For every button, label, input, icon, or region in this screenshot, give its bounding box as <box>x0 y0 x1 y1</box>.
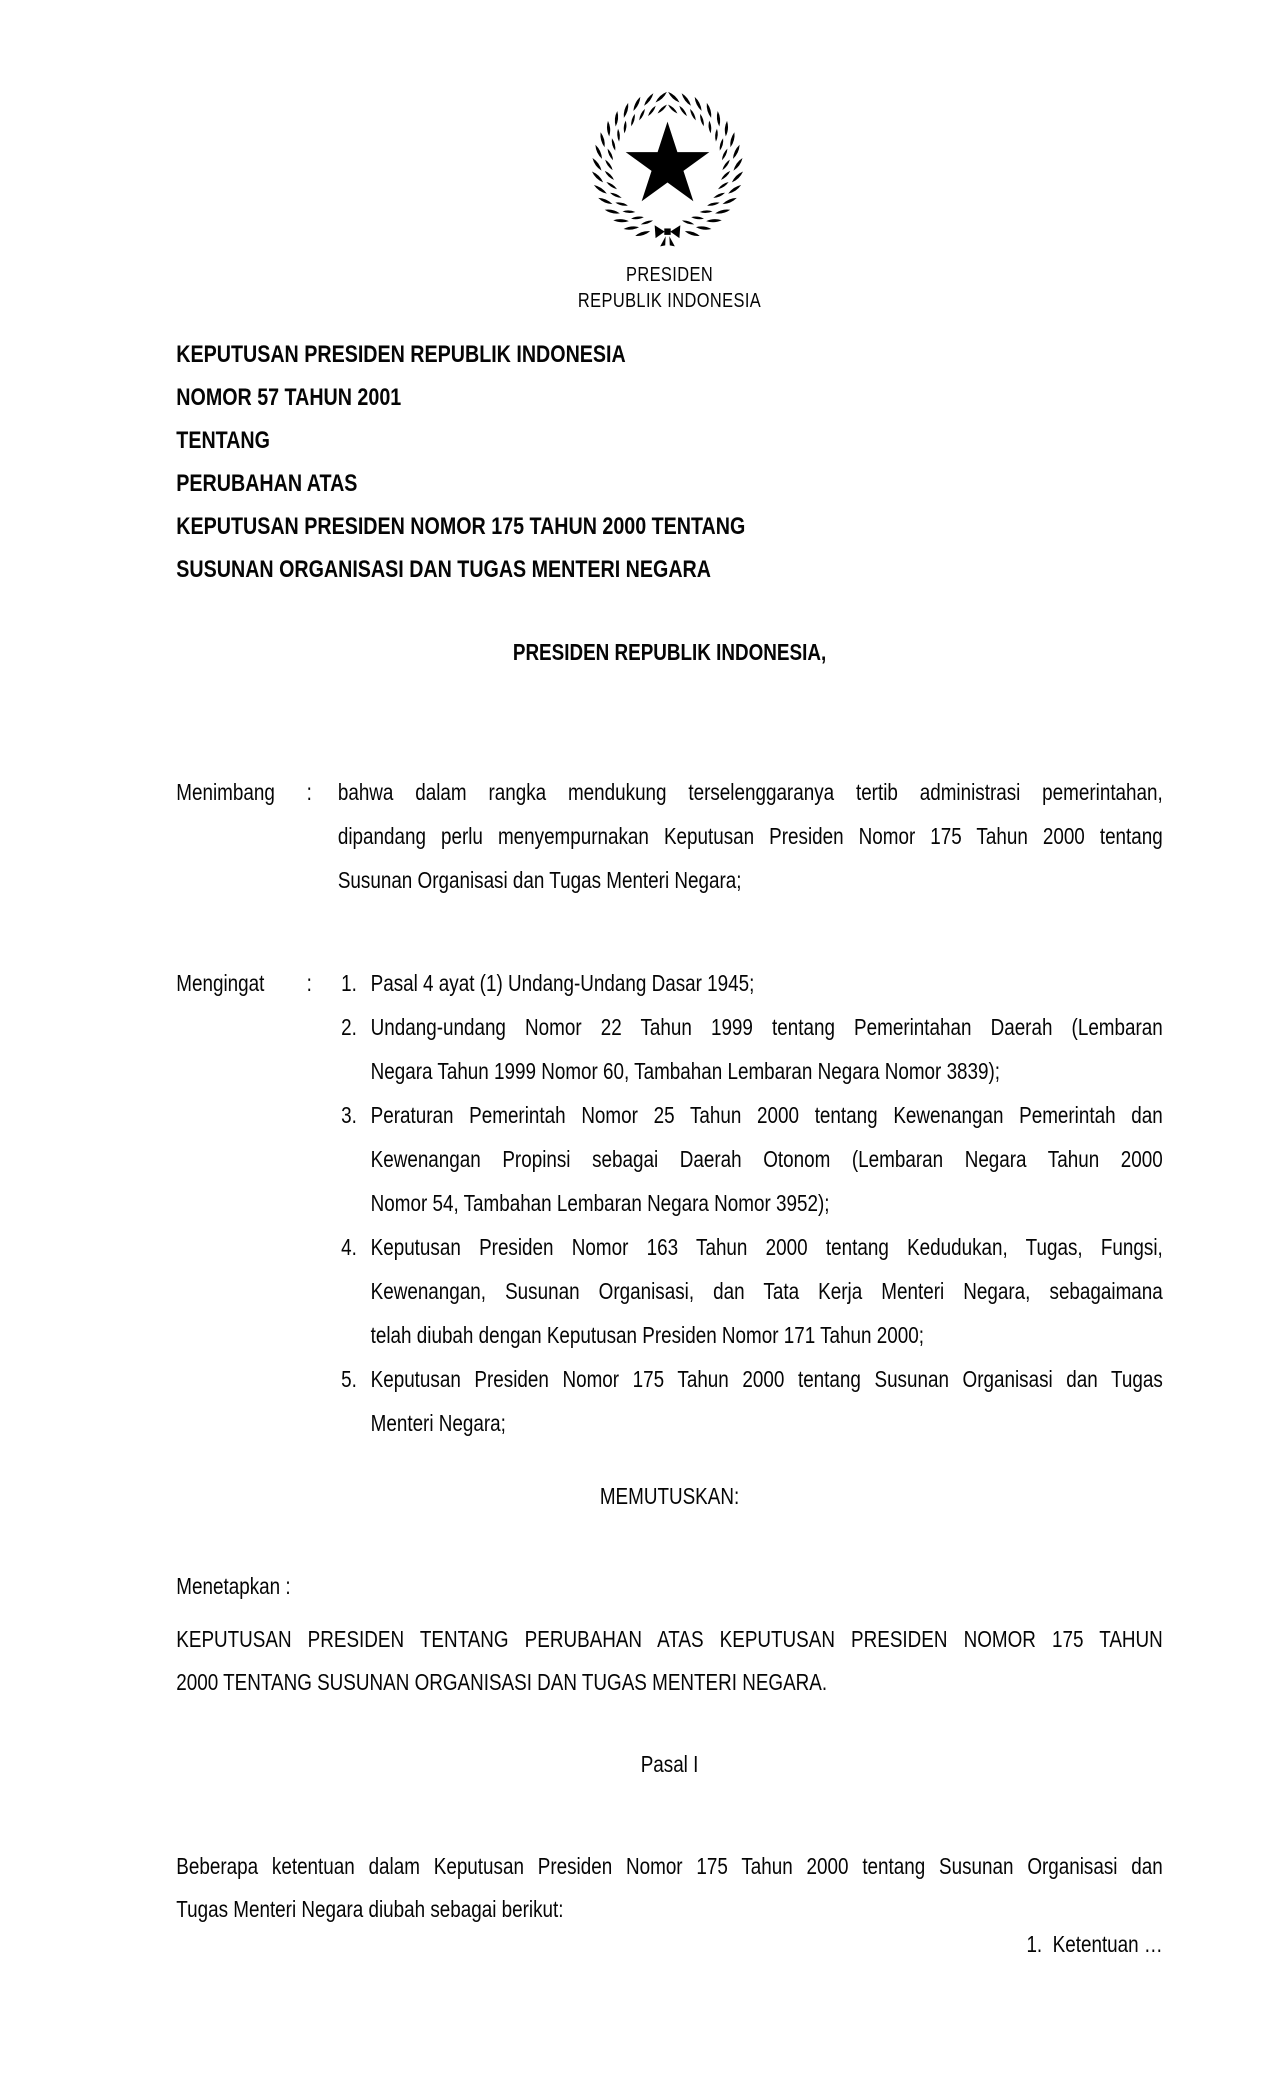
text-line: Beberapa ketentuan dalam Keputusan Presiden Nomor 175 Tahun 2000 tentang Susunan Organisasi dan <box>176 1853 1163 1879</box>
menimbang-text <box>338 770 1163 902</box>
mengingat-list <box>341 961 1163 1445</box>
text-line: Peraturan Pemerintah Nomor 25 Tahun 2000 tentang Kewenangan Pemerintah dan <box>370 1102 1163 1128</box>
mengingat-colon: : <box>306 970 312 996</box>
menimbang-colon: : <box>306 779 312 805</box>
text-line: SUSUNAN ORGANISASI DAN TUGAS MENTERI NEGARA <box>176 556 711 583</box>
decree-title <box>176 333 1162 591</box>
memutuskan-heading: MEMUTUSKAN: <box>599 1483 740 1509</box>
item-text <box>371 1225 1163 1357</box>
mengingat-item <box>341 1357 1163 1445</box>
menetapkan-label: Menetapkan : <box>176 1573 291 1599</box>
text-line: KEPUTUSAN PRESIDEN TENTANG PERUBAHAN ATAS KEPUTUSAN PRESIDEN NOMOR 175 TAHUN <box>176 1626 1163 1652</box>
item-text <box>371 1357 1163 1445</box>
letterhead <box>176 262 1162 314</box>
text-line: TENTANG <box>176 427 270 454</box>
item-number: 2. <box>341 1014 357 1040</box>
text-line: Kewenangan Propinsi sebagai Daerah Otonom (Lembaran Negara Tahun 2000 <box>370 1146 1163 1172</box>
text-line: PERUBAHAN ATAS <box>176 470 358 497</box>
text-line: Tugas Menteri Negara diubah sebagai berikut: <box>176 1896 564 1922</box>
item-text <box>371 961 1163 1005</box>
text-line: NOMOR 57 TAHUN 2001 <box>176 384 402 411</box>
pasal-i-heading: Pasal I <box>640 1751 699 1777</box>
text-line: Undang-undang Nomor 22 Tahun 1999 tentang Pemerintahan Daerah (Lembaran <box>370 1014 1163 1040</box>
mengingat-item <box>341 1093 1163 1225</box>
text-line: telah diubah dengan Keputusan Presiden Nomor 171 Tahun 2000; <box>370 1322 924 1348</box>
item-number: 4. <box>341 1234 357 1260</box>
item-text <box>371 1005 1163 1093</box>
text-line: bahwa dalam rangka mendukung terselenggaranya tertib administrasi pemerintahan, <box>337 779 1163 805</box>
subheading-presiden-ri: PRESIDEN REPUBLIK INDONESIA, <box>512 639 827 665</box>
text-line: dipandang perlu menyempurnakan Keputusan Presiden Nomor 175 Tahun 2000 tentang <box>337 823 1163 849</box>
text-line: Pasal 4 ayat (1) Undang-Undang Dasar 1945; <box>370 970 755 996</box>
mengingat-item <box>341 961 1163 1005</box>
pasal-i-text <box>176 1845 1162 1931</box>
text-line: Keputusan Presiden Nomor 163 Tahun 2000 tentang Kedudukan, Tugas, Fungsi, <box>370 1234 1163 1260</box>
letterhead-presiden: PRESIDEN <box>625 264 714 286</box>
text-line: 2000 TENTANG SUSUNAN ORGANISASI DAN TUGAS MENTERI NEGARA. <box>176 1669 828 1695</box>
text-line: KEPUTUSAN PRESIDEN REPUBLIK INDONESIA <box>176 341 626 368</box>
text-line: KEPUTUSAN PRESIDEN NOMOR 175 TAHUN 2000 TENTANG <box>176 513 746 540</box>
mengingat-label: Mengingat <box>176 970 265 996</box>
item-text <box>371 1093 1163 1225</box>
mengingat-item <box>341 1005 1163 1093</box>
menimbang-label: Menimbang <box>176 779 275 805</box>
text-line: Keputusan Presiden Nomor 175 Tahun 2000 tentang Susunan Organisasi dan Tugas <box>370 1366 1163 1392</box>
text-line: Kewenangan, Susunan Organisasi, dan Tata Kerja Menteri Negara, sebagaimana <box>370 1278 1163 1304</box>
item-number: 1. <box>341 970 357 996</box>
text-line: Negara Tahun 1999 Nomor 60, Tambahan Lembaran Negara Nomor 3839); <box>370 1058 1001 1084</box>
catchword-next-page: 1. Ketentuan … <box>1026 1931 1163 1957</box>
item-number: 5. <box>341 1366 357 1392</box>
item-number: 3. <box>341 1102 357 1128</box>
text-line: Menteri Negara; <box>370 1410 506 1436</box>
text-line: Susunan Organisasi dan Tugas Menteri Negara; <box>337 867 742 893</box>
letterhead-republik-indonesia: REPUBLIK INDONESIA <box>577 290 762 312</box>
menetapkan-text <box>176 1618 1162 1704</box>
text-line: Nomor 54, Tambahan Lembaran Negara Nomor 3952); <box>370 1190 830 1216</box>
mengingat-item <box>341 1225 1163 1357</box>
